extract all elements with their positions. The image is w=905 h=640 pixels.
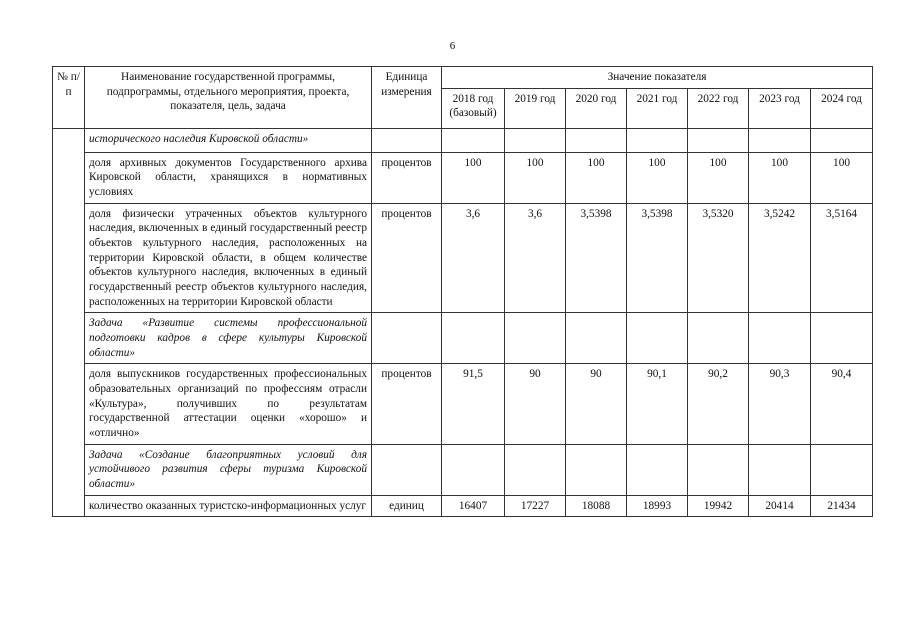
indicator-value: 100: [688, 152, 749, 203]
table-row: [53, 364, 873, 444]
table-row: [53, 444, 873, 495]
header-unit: Единица измерения: [372, 67, 442, 129]
indicator-value: 90,1: [627, 364, 688, 444]
indicator-value: 3,6: [505, 203, 566, 313]
indicator-unit: процентов: [372, 203, 442, 313]
table-row: [53, 203, 873, 313]
indicator-name: доля архивных документов Государственного архива Кировской области, хранящихся в нормативных условиях: [85, 152, 372, 203]
header-year-2024: 2024 год: [811, 88, 873, 128]
indicator-value: 100: [442, 152, 505, 203]
indicator-value: 100: [627, 152, 688, 203]
table-row: [53, 495, 873, 517]
header-year-2023: 2023 год: [749, 88, 811, 128]
indicator-value: 3,5398: [627, 203, 688, 313]
task-name: Задача «Развитие системы профессиональной подготовки кадров в сфере культуры Кировской области»: [85, 313, 372, 364]
indicator-unit: процентов: [372, 152, 442, 203]
indicator-value: 20414: [749, 495, 811, 517]
indicator-value: 100: [749, 152, 811, 203]
indicator-value: 16407: [442, 495, 505, 517]
header-values-group: Значение показателя: [442, 67, 873, 89]
header-name: Наименование государственной программы, подпрограммы, отдельного мероприятия, проекта, показателя, цель, задача: [85, 67, 372, 129]
indicator-value: 21434: [811, 495, 873, 517]
indicator-value: 90,4: [811, 364, 873, 444]
indicator-unit: единиц: [372, 495, 442, 517]
table-row: [53, 128, 873, 152]
indicator-value: 17227: [505, 495, 566, 517]
indicator-value: 3,5164: [811, 203, 873, 313]
page-number: 6: [449, 40, 456, 52]
indicator-value: 19942: [688, 495, 749, 517]
indicator-value: 100: [811, 152, 873, 203]
indicator-value: 18088: [566, 495, 627, 517]
header-year-2021: 2021 год: [627, 88, 688, 128]
indicator-value: 90,3: [749, 364, 811, 444]
indicator-value: 90: [505, 364, 566, 444]
row-number-cell: [53, 128, 85, 517]
indicator-name: количество оказанных туристско-информационных услуг: [85, 495, 372, 517]
indicator-value: 3,5398: [566, 203, 627, 313]
indicator-value: 100: [505, 152, 566, 203]
table-row: [53, 313, 873, 364]
header-year-2018: 2018 год (базовый): [442, 88, 505, 128]
indicator-value: 90,2: [688, 364, 749, 444]
indicators-table: [52, 66, 873, 517]
indicator-name: доля выпускников государственных профессиональных образовательных организаций по профессиям отрасли «Культура», получивших по результатам государственной аттестации оценки «хорошо» и «отлично»: [85, 364, 372, 444]
header-row-1: [53, 67, 873, 89]
header-year-2022: 2022 год: [688, 88, 749, 128]
header-number: № п/п: [53, 67, 85, 129]
indicator-value: 3,5320: [688, 203, 749, 313]
indicator-value: 18993: [627, 495, 688, 517]
indicator-value: 3,6: [442, 203, 505, 313]
indicator-value: 100: [566, 152, 627, 203]
task-name: исторического наследия Кировской области»: [85, 128, 372, 152]
header-year-2020: 2020 год: [566, 88, 627, 128]
indicator-unit: процентов: [372, 364, 442, 444]
header-year-2019: 2019 год: [505, 88, 566, 128]
indicator-name: доля физически утраченных объектов культурного наследия, включенных в единый государственный реестр объектов культурного наследия, расположенных на территории Кировской области, в общем количестве объектов культурного наследия, включенных в единый государственный реестр объектов культурного наследия, расположенных на территории Кировской области: [85, 203, 372, 313]
table-row: [53, 152, 873, 203]
indicator-value: 3,5242: [749, 203, 811, 313]
indicator-value: 91,5: [442, 364, 505, 444]
task-name: Задача «Создание благоприятных условий для устойчивого развития сферы туризма Кировской области»: [85, 444, 372, 495]
indicator-value: 90: [566, 364, 627, 444]
